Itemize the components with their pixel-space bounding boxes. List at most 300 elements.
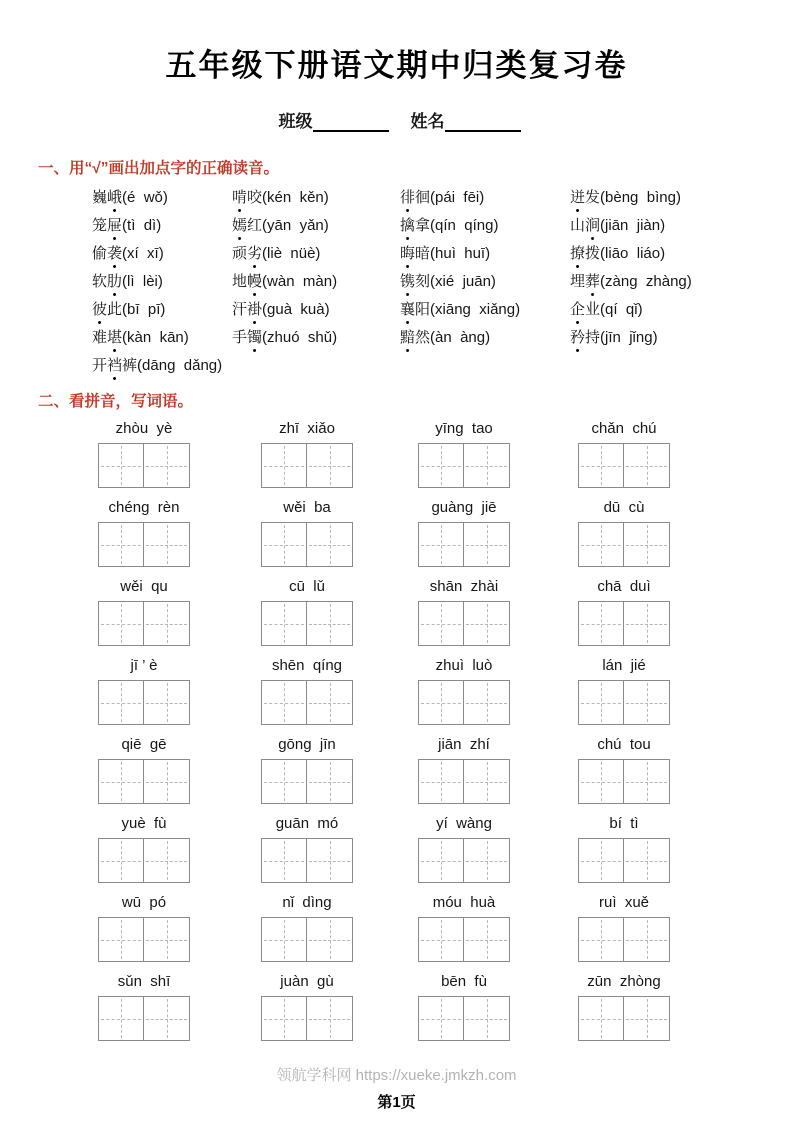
- writing-cell[interactable]: [307, 680, 353, 725]
- dotted-word: [92, 329, 122, 346]
- character: 拿: [415, 217, 431, 234]
- pinyin-options: (guà kuà): [262, 301, 330, 318]
- character: 埋: [570, 273, 586, 290]
- answer-box-group[interactable]: [261, 996, 418, 1041]
- pinyin-options: (kàn kān): [122, 329, 189, 346]
- character: 业: [585, 301, 601, 318]
- pinyin-label: chéng rèn: [108, 499, 180, 516]
- dotted-character: 彼: [92, 301, 108, 318]
- pinyin-item: [578, 656, 793, 725]
- pinyin-options: (qín qíng): [430, 217, 499, 234]
- pinyin-option[interactable]: huì: [435, 245, 456, 262]
- pinyin-option[interactable]: juān: [462, 273, 491, 290]
- writing-cell[interactable]: [578, 522, 624, 567]
- character: 顽: [232, 245, 248, 262]
- writing-cell[interactable]: [307, 838, 353, 883]
- dotted-character: 啃: [232, 189, 248, 206]
- pinyin-option[interactable]: liāo: [605, 245, 629, 262]
- pinyin-option[interactable]: yǎn: [299, 217, 324, 234]
- writing-cell[interactable]: [624, 917, 670, 962]
- word-entry: [92, 356, 232, 375]
- pinyin-item: [418, 814, 578, 883]
- writing-cell[interactable]: [261, 838, 307, 883]
- word-entry: [232, 272, 400, 291]
- character: 汗: [232, 301, 248, 318]
- pinyin-option[interactable]: jiàn: [636, 217, 661, 234]
- answer-box-group[interactable]: [98, 917, 261, 962]
- writing-cell[interactable]: [624, 996, 670, 1041]
- answer-box-group[interactable]: [261, 680, 418, 725]
- answer-box-group[interactable]: [98, 680, 261, 725]
- dotted-word: [92, 217, 122, 234]
- answer-box-group[interactable]: [261, 838, 418, 883]
- writing-cell[interactable]: [464, 917, 510, 962]
- answer-box-group[interactable]: [578, 759, 793, 804]
- answer-box-group[interactable]: [418, 838, 578, 883]
- writing-cell[interactable]: [464, 759, 510, 804]
- pinyin-option[interactable]: qí: [605, 301, 618, 318]
- dotted-word: [400, 245, 430, 262]
- dotted-word: [570, 329, 600, 346]
- pinyin-item: [418, 498, 578, 567]
- word-entry: [92, 188, 232, 207]
- pinyin-option[interactable]: àng: [460, 329, 486, 346]
- dotted-word: [570, 301, 600, 318]
- pinyin-label: qiē gē: [121, 736, 167, 753]
- writing-cell[interactable]: [144, 601, 190, 646]
- writing-cell[interactable]: [144, 522, 190, 567]
- word-entry: [92, 216, 232, 235]
- pinyin-option[interactable]: tì: [127, 217, 136, 234]
- character: 山: [570, 217, 586, 234]
- writing-cell[interactable]: [578, 838, 624, 883]
- character: 持: [585, 329, 601, 346]
- writing-cell[interactable]: [578, 443, 624, 488]
- pinyin-options: (jiān jiàn): [600, 217, 666, 234]
- answer-box-group[interactable]: [261, 522, 418, 567]
- dotted-character: 堪: [107, 329, 123, 346]
- character: 阳: [415, 301, 431, 318]
- pinyin-label: dū cù: [603, 499, 645, 516]
- pinyin-options: (qí qǐ): [600, 301, 643, 318]
- answer-box-group[interactable]: [418, 601, 578, 646]
- word-entry: [400, 244, 570, 263]
- writing-cell[interactable]: [624, 838, 670, 883]
- word-entry: [92, 328, 232, 347]
- pinyin-option[interactable]: jǐng: [629, 329, 653, 346]
- pinyin-options: (xí xī): [122, 245, 164, 262]
- pinyin-option[interactable]: xí: [127, 245, 139, 262]
- answer-box-group[interactable]: [261, 443, 418, 488]
- writing-cell[interactable]: [418, 838, 464, 883]
- writing-cell[interactable]: [418, 917, 464, 962]
- writing-cell[interactable]: [624, 680, 670, 725]
- dotted-word: [232, 329, 262, 346]
- writing-cell[interactable]: [307, 996, 353, 1041]
- pinyin-option[interactable]: qǐ: [625, 301, 638, 318]
- answer-box-group[interactable]: [98, 443, 261, 488]
- answer-box-group[interactable]: [98, 601, 261, 646]
- pinyin-item: [418, 893, 578, 962]
- answer-box-group[interactable]: [578, 443, 793, 488]
- writing-cell[interactable]: [144, 680, 190, 725]
- pinyin-item: [261, 814, 418, 883]
- writing-cell[interactable]: [144, 996, 190, 1041]
- dotted-word: [232, 245, 262, 262]
- pinyin-option[interactable]: yān: [267, 217, 292, 234]
- writing-cell[interactable]: [307, 443, 353, 488]
- writing-cell[interactable]: [464, 443, 510, 488]
- answer-box-group[interactable]: [418, 759, 578, 804]
- writing-cell[interactable]: [98, 759, 144, 804]
- writing-cell[interactable]: [418, 443, 464, 488]
- pinyin-option[interactable]: dāng: [142, 357, 176, 374]
- word-entry: [570, 216, 757, 235]
- answer-box-group[interactable]: [261, 917, 418, 962]
- answer-box-group[interactable]: [261, 759, 418, 804]
- character: 偷: [92, 245, 108, 262]
- pinyin-label: chā duì: [597, 578, 651, 595]
- student-info-line: [0, 107, 793, 132]
- character: 发: [585, 189, 601, 206]
- dotted-word: [92, 245, 122, 262]
- pinyin-option[interactable]: wàn: [267, 273, 295, 290]
- answer-box-group[interactable]: [98, 759, 261, 804]
- pinyin-option[interactable]: kuà: [300, 301, 325, 318]
- class-blank-field[interactable]: [313, 114, 389, 132]
- character: 然: [415, 329, 431, 346]
- word-entry: [570, 328, 757, 347]
- character: 拨: [585, 245, 601, 262]
- pinyin-options: (é wǒ): [122, 189, 168, 206]
- character: 巍: [92, 189, 108, 206]
- writing-cell[interactable]: [261, 917, 307, 962]
- page-title: 五年级下册语文期中归类复习卷: [165, 48, 628, 83]
- pinyin-option[interactable]: pī: [147, 301, 161, 318]
- pinyin-option[interactable]: qíng: [464, 217, 494, 234]
- pinyin-label: cū lǔ: [289, 578, 325, 595]
- writing-cell[interactable]: [261, 680, 307, 725]
- word-entry: [232, 244, 400, 263]
- pinyin-item: [578, 735, 793, 804]
- pinyin-option[interactable]: bī: [127, 301, 140, 318]
- writing-cell[interactable]: [578, 996, 624, 1041]
- pinyin-label: zūn zhòng: [587, 973, 661, 990]
- character: 刻: [415, 273, 431, 290]
- pinyin-option[interactable]: liè: [267, 245, 283, 262]
- dotted-word: [570, 189, 600, 206]
- writing-cell[interactable]: [98, 680, 144, 725]
- dotted-word: [232, 273, 262, 290]
- dotted-character: 肋: [107, 273, 123, 290]
- pinyin-label: nǐ dìng: [282, 894, 332, 911]
- writing-cell[interactable]: [144, 443, 190, 488]
- pinyin-option[interactable]: é: [127, 189, 136, 206]
- writing-cell[interactable]: [418, 601, 464, 646]
- character: 裤: [122, 357, 138, 374]
- dotted-word: [400, 329, 430, 346]
- dotted-word: [400, 189, 430, 206]
- answer-box-group[interactable]: [418, 522, 578, 567]
- answer-box-group[interactable]: [578, 996, 793, 1041]
- word-entry: [570, 188, 757, 207]
- pinyin-option[interactable]: pái: [435, 189, 456, 206]
- pinyin-options: (liāo liáo): [600, 245, 666, 262]
- pinyin-option[interactable]: wǒ: [143, 189, 163, 206]
- pinyin-label: sǔn shī: [117, 973, 171, 990]
- pinyin-option[interactable]: xié: [435, 273, 455, 290]
- dotted-word: [92, 301, 122, 318]
- pinyin-label: chǎn chú: [591, 420, 657, 437]
- writing-cell[interactable]: [578, 680, 624, 725]
- dotted-word: [92, 273, 122, 290]
- pinyin-options: (xiāng xiǎng): [430, 301, 521, 318]
- word-entry: [570, 272, 757, 291]
- pinyin-option[interactable]: àn: [435, 329, 452, 346]
- pinyin-options: (zàng zhàng): [600, 273, 692, 290]
- dotted-character: 峨: [107, 189, 123, 206]
- dotted-word: [232, 189, 262, 206]
- writing-cell[interactable]: [98, 601, 144, 646]
- writing-cell[interactable]: [418, 759, 464, 804]
- dotted-character: 幔: [247, 273, 263, 290]
- pinyin-option[interactable]: màn: [302, 273, 333, 290]
- writing-cell[interactable]: [307, 759, 353, 804]
- name-blank-field[interactable]: [445, 114, 521, 132]
- pinyin-option[interactable]: huī: [464, 245, 486, 262]
- writing-cell[interactable]: [464, 838, 510, 883]
- dotted-word: [570, 245, 600, 262]
- answer-box-group[interactable]: [418, 680, 578, 725]
- dotted-character: 嫣: [232, 217, 248, 234]
- pinyin-label: guàng jiē: [431, 499, 497, 516]
- writing-cell[interactable]: [261, 522, 307, 567]
- writing-cell[interactable]: [98, 996, 144, 1041]
- answer-box-group[interactable]: [578, 680, 793, 725]
- writing-cell[interactable]: [464, 996, 510, 1041]
- dotted-character: 擒: [400, 217, 416, 234]
- pinyin-option[interactable]: guà: [267, 301, 293, 318]
- word-entry: [92, 300, 232, 319]
- word-entry: [400, 300, 570, 319]
- writing-cell[interactable]: [261, 759, 307, 804]
- writing-cell[interactable]: [144, 759, 190, 804]
- writing-cell[interactable]: [261, 601, 307, 646]
- class-label: 班级: [278, 112, 313, 131]
- answer-box-group[interactable]: [418, 917, 578, 962]
- pinyin-item: [261, 735, 418, 804]
- pinyin-label: lán jié: [602, 657, 646, 674]
- writing-cell[interactable]: [418, 522, 464, 567]
- pinyin-options: (lì lèi): [122, 273, 163, 290]
- pinyin-item: [418, 577, 578, 646]
- writing-cell[interactable]: [144, 917, 190, 962]
- pinyin-option[interactable]: kàn: [127, 329, 152, 346]
- answer-box-group[interactable]: [578, 601, 793, 646]
- pinyin-option[interactable]: lì: [127, 273, 135, 290]
- word-entry: [232, 216, 400, 235]
- pinyin-option[interactable]: jiān: [605, 217, 629, 234]
- writing-cell[interactable]: [578, 917, 624, 962]
- pinyin-item: [418, 735, 578, 804]
- word-entry: [232, 300, 400, 319]
- character: 暗: [415, 245, 431, 262]
- dotted-character: 撩: [570, 245, 586, 262]
- pinyin-option[interactable]: qín: [435, 217, 456, 234]
- pinyin-option[interactable]: kān: [159, 329, 184, 346]
- character: 软: [92, 273, 108, 290]
- dotted-character: 晦: [400, 245, 416, 262]
- dotted-word: [570, 273, 600, 290]
- word-entry: [400, 272, 570, 291]
- word-entry: [570, 300, 757, 319]
- answer-box-group[interactable]: [98, 522, 261, 567]
- writing-cell[interactable]: [464, 601, 510, 646]
- pinyin-options: (kén kěn): [262, 189, 329, 206]
- pinyin-options: (bī pī): [122, 301, 166, 318]
- pinyin-option[interactable]: liáo: [636, 245, 661, 262]
- pinyin-label: chú tou: [597, 736, 651, 753]
- writing-cell[interactable]: [261, 996, 307, 1041]
- writing-cell[interactable]: [578, 759, 624, 804]
- pinyin-option[interactable]: dì: [143, 217, 157, 234]
- writing-cell[interactable]: [464, 522, 510, 567]
- writing-cell[interactable]: [98, 443, 144, 488]
- pinyin-label: juàn gù: [280, 973, 334, 990]
- dotted-word: [92, 357, 137, 374]
- pinyin-label: guān mó: [275, 815, 339, 832]
- answer-box-group[interactable]: [418, 996, 578, 1041]
- writing-cell[interactable]: [624, 759, 670, 804]
- page-number: 第1页: [377, 1094, 416, 1111]
- dotted-character: 企: [570, 301, 586, 318]
- pinyin-option[interactable]: zhàng: [645, 273, 687, 290]
- pinyin-label: móu huà: [432, 894, 496, 911]
- writing-cell[interactable]: [307, 601, 353, 646]
- pinyin-option[interactable]: zhuó: [267, 329, 300, 346]
- writing-cell[interactable]: [464, 680, 510, 725]
- dotted-character: 葬: [585, 273, 601, 290]
- writing-cell[interactable]: [307, 522, 353, 567]
- pinyin-item: [261, 893, 418, 962]
- pinyin-item: [578, 498, 793, 567]
- pinyin-item: [98, 814, 261, 883]
- answer-box-group[interactable]: [578, 838, 793, 883]
- character: 笼: [92, 217, 108, 234]
- pinyin-options: (pái fēi): [430, 189, 485, 206]
- pinyin-item: [578, 893, 793, 962]
- writing-cell[interactable]: [418, 680, 464, 725]
- answer-box-group[interactable]: [261, 601, 418, 646]
- pinyin-option[interactable]: zàng: [605, 273, 638, 290]
- writing-cell[interactable]: [624, 443, 670, 488]
- character: 手: [232, 329, 248, 346]
- pinyin-options: (àn àng): [430, 329, 491, 346]
- pinyin-options: (dāng dǎng): [137, 357, 223, 374]
- word-entry: [92, 244, 232, 263]
- pinyin-option[interactable]: dǎng: [183, 357, 218, 374]
- dotted-character: 迸: [570, 189, 586, 206]
- dotted-character: 徘: [400, 189, 416, 206]
- writing-cell[interactable]: [624, 522, 670, 567]
- character: 难: [92, 329, 108, 346]
- character: 红: [247, 217, 263, 234]
- pinyin-options: (zhuó shǔ): [262, 329, 338, 346]
- dotted-word: [570, 217, 600, 234]
- pinyin-option[interactable]: xiǎng: [479, 301, 516, 318]
- pinyin-item: [261, 419, 418, 488]
- pinyin-item: [418, 972, 578, 1041]
- writing-cell[interactable]: [144, 838, 190, 883]
- answer-box-group[interactable]: [98, 838, 261, 883]
- pinyin-item: [98, 972, 261, 1041]
- pinyin-option[interactable]: jīn: [605, 329, 621, 346]
- writing-cell[interactable]: [624, 601, 670, 646]
- pinyin-option[interactable]: xī: [147, 245, 159, 262]
- pinyin-label: bí tì: [609, 815, 639, 832]
- pinyin-item: [578, 419, 793, 488]
- pinyin-option[interactable]: shǔ: [307, 329, 333, 346]
- writing-cell[interactable]: [418, 996, 464, 1041]
- pinyin-label: zhòu yè: [115, 420, 173, 437]
- pinyin-label: gōng jīn: [278, 736, 336, 753]
- pinyin-option[interactable]: fēi: [463, 189, 480, 206]
- pinyin-options: (tì dì): [122, 217, 162, 234]
- section2-heading: 二、看拼音，写词语。: [38, 393, 194, 410]
- pinyin-label: yuè fù: [121, 815, 167, 832]
- writing-cell[interactable]: [98, 522, 144, 567]
- pinyin-label: zhuì luò: [435, 657, 493, 674]
- word-entry: [400, 188, 570, 207]
- dotted-character: 褂: [247, 301, 263, 318]
- pinyin-item: [98, 893, 261, 962]
- pinyin-item: [261, 577, 418, 646]
- pinyin-option[interactable]: kén: [267, 189, 292, 206]
- pinyin-option[interactable]: bìng: [646, 189, 676, 206]
- pinyin-options: (bèng bìng): [600, 189, 681, 206]
- answer-box-group[interactable]: [98, 996, 261, 1041]
- pinyin-item: [98, 656, 261, 725]
- writing-cell[interactable]: [578, 601, 624, 646]
- pinyin-option[interactable]: xiāng: [435, 301, 471, 318]
- character: 开: [92, 357, 108, 374]
- pinyin-option[interactable]: nüè: [290, 245, 316, 262]
- dotted-character: 劣: [247, 245, 263, 262]
- pinyin-options: (yān yǎn): [262, 217, 329, 234]
- pinyin-label: ruì xuě: [598, 894, 650, 911]
- answer-box-group[interactable]: [418, 443, 578, 488]
- dotted-character: 裆: [107, 357, 123, 374]
- writing-cell[interactable]: [261, 443, 307, 488]
- character: 咬: [247, 189, 263, 206]
- name-label: 姓名: [410, 112, 445, 131]
- answer-box-group[interactable]: [578, 522, 793, 567]
- section2-pinyin-grid: [0, 419, 793, 1051]
- dotted-word: [400, 217, 430, 234]
- pinyin-option[interactable]: lèi: [142, 273, 158, 290]
- pinyin-option[interactable]: bèng: [605, 189, 639, 206]
- writing-cell[interactable]: [307, 917, 353, 962]
- pinyin-option[interactable]: kěn: [299, 189, 324, 206]
- pinyin-label: shān zhài: [429, 578, 499, 595]
- watermark: 领航学科网 https://xueke.jmkzh.com: [276, 1067, 517, 1084]
- answer-box-group[interactable]: [578, 917, 793, 962]
- writing-cell[interactable]: [98, 917, 144, 962]
- pinyin-options: (xié juān): [430, 273, 496, 290]
- dotted-word: [400, 273, 430, 290]
- writing-cell[interactable]: [98, 838, 144, 883]
- word-entry: [232, 328, 400, 347]
